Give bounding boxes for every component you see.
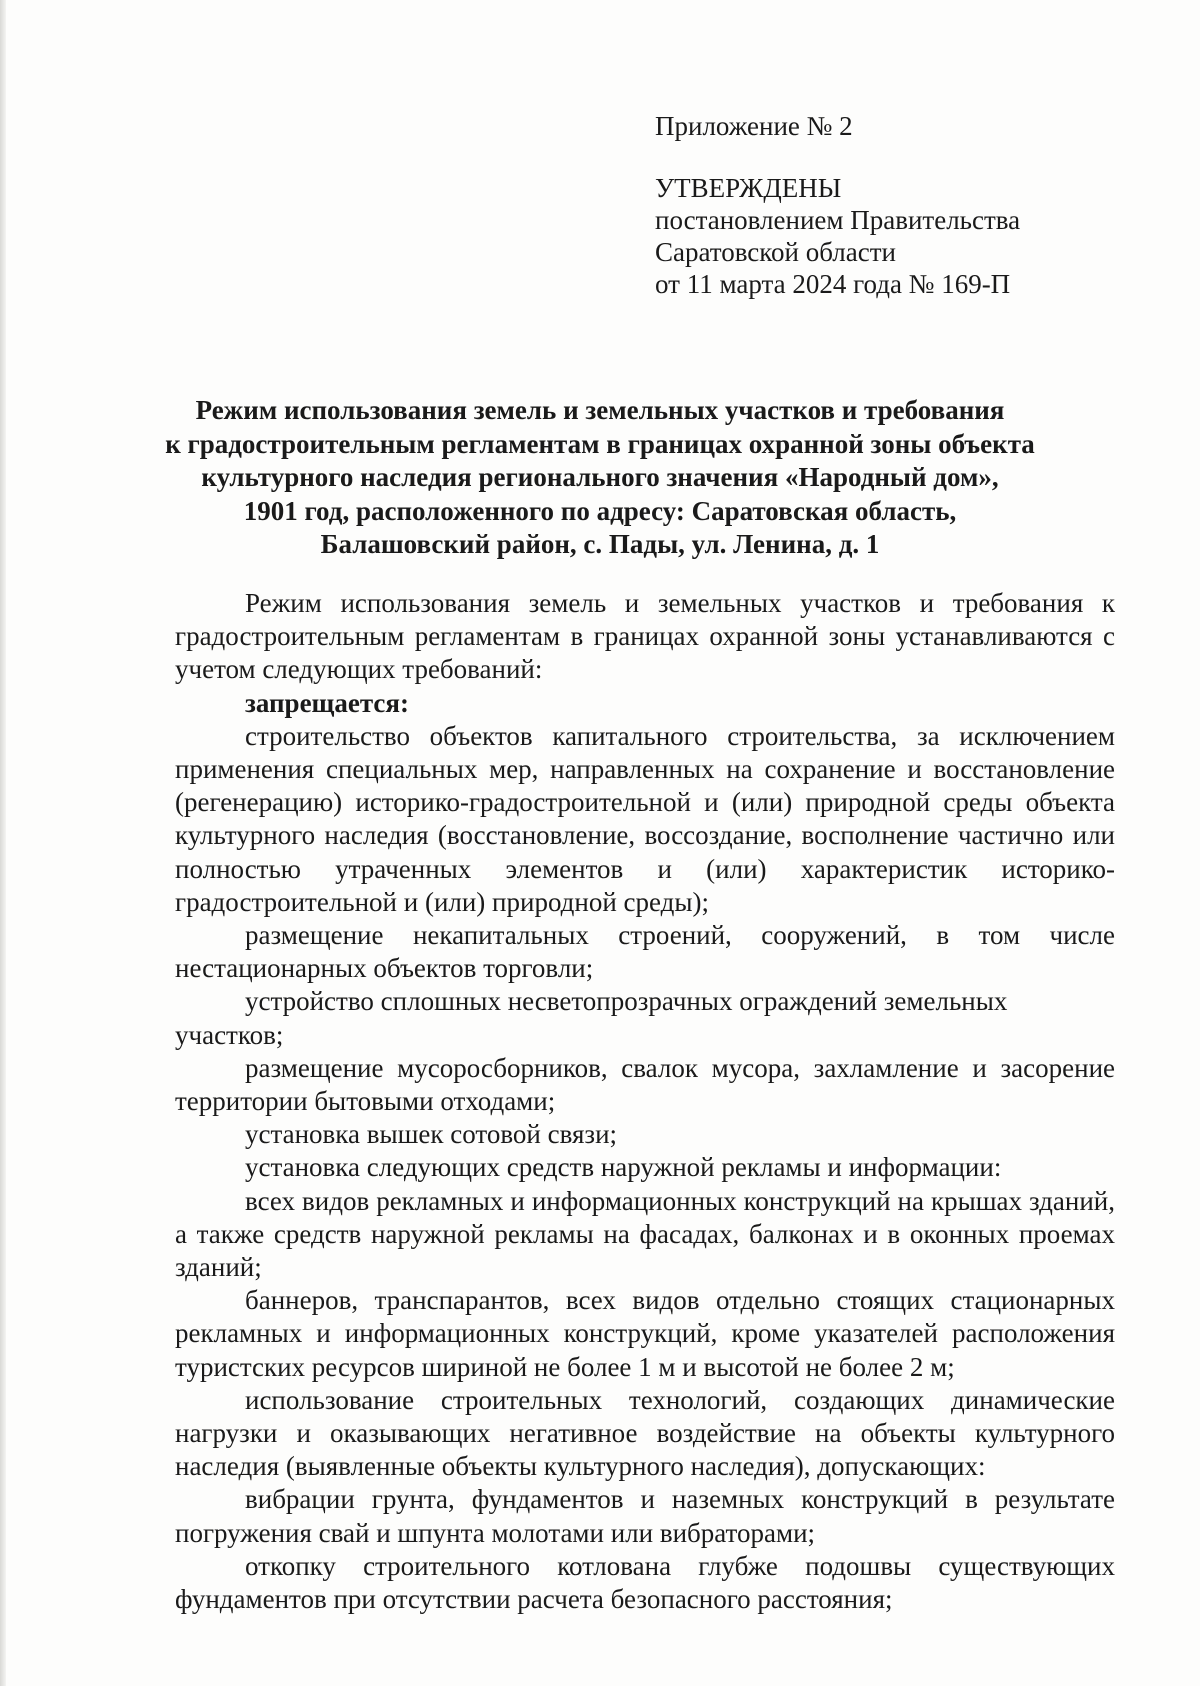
- title-line: к градостроительным регламентам в границах охранной зоны объекта: [165, 428, 1035, 459]
- approval-line-1: постановлением Правительства: [655, 205, 1021, 235]
- document-title: [120, 394, 1080, 562]
- prohibition-item: использование строительных технологий, создающих динамические нагрузки и оказывающих негативное воздействие на объекты культурного наследия (выявленные объекты культурного наследия), допускающих:: [175, 1384, 1115, 1482]
- approval-line-3: от 11 марта 2024 года № 169-П: [655, 269, 1011, 299]
- prohibition-item: баннеров, транспарантов, всех видов отдельно стоящих стационарных рекламных и информационных конструкций, кроме указателей расположения туристских ресурсов шириной не более 1 м и высотой не более 2 м;: [175, 1285, 1115, 1382]
- prohibition-item: установка вышек сотовой связи;: [245, 1119, 618, 1150]
- appendix-number: Приложение № 2: [655, 111, 853, 141]
- prohibition-item: размещение некапитальных строений, сооружений, в том числе нестационарных объектов торговли;: [175, 920, 1115, 984]
- prohibition-item: откопку строительного котлована глубже подошвы существующих фундаментов при отсутствии расчета безопасного расстояния;: [175, 1550, 1115, 1615]
- prohibition-item: строительство объектов капитального строительства, за исключением применения специальных мер, направленных на сохранение и восстановление (регенерацию) историко-градостроительной и (или) природной среды объекта культурного наследия (восстановление, воссоздание, восполнение частично или полностью утраченных элементов и (или) характеристик историко-градостроительной и (или) природной среды);: [175, 720, 1115, 917]
- approval-line-2: Саратовской области: [655, 237, 896, 267]
- scan-edge: [0, 0, 6, 1686]
- title-line: 1901 год, расположенного по адресу: Саратовская область,: [243, 495, 957, 526]
- prohibition-item: вибрации грунта, фундаментов и наземных конструкций в результате погружения свай и шпунта молотами или вибраторами;: [175, 1484, 1115, 1548]
- prohibition-item: устройство сплошных несветопрозрачных ограждений земельных участков;: [175, 986, 1008, 1050]
- title-line: Режим использования земель и земельных участков и требования: [195, 395, 1005, 425]
- approved-label: УТВЕРЖДЕНЫ: [655, 173, 842, 203]
- document-body: [175, 587, 1115, 1616]
- prohibition-item: установка следующих средств наружной рекламы и информации:: [245, 1152, 1002, 1183]
- prohibition-item: размещение мусоросборников, свалок мусора, захламление и засорение территории бытовыми отходами;: [175, 1052, 1115, 1117]
- intro-paragraph: Режим использования земель и земельных участков и требования к градостроительным регламентам в границах охранной зоны устанавливаются с учетом следующих требований:: [175, 588, 1115, 685]
- title-line: культурного наследия регионального значения «Народный дом»,: [201, 462, 999, 492]
- title-line: Балашовский район, с. Пады, ул. Ленина, д. 1: [320, 529, 880, 559]
- prohibited-heading: запрещается:: [245, 687, 410, 718]
- approval-block: [655, 110, 1155, 300]
- prohibition-item: всех видов рекламных и информационных конструкций на крышах зданий, а также средств наружной рекламы на фасадах, балконах и в оконных проемах зданий;: [175, 1185, 1115, 1283]
